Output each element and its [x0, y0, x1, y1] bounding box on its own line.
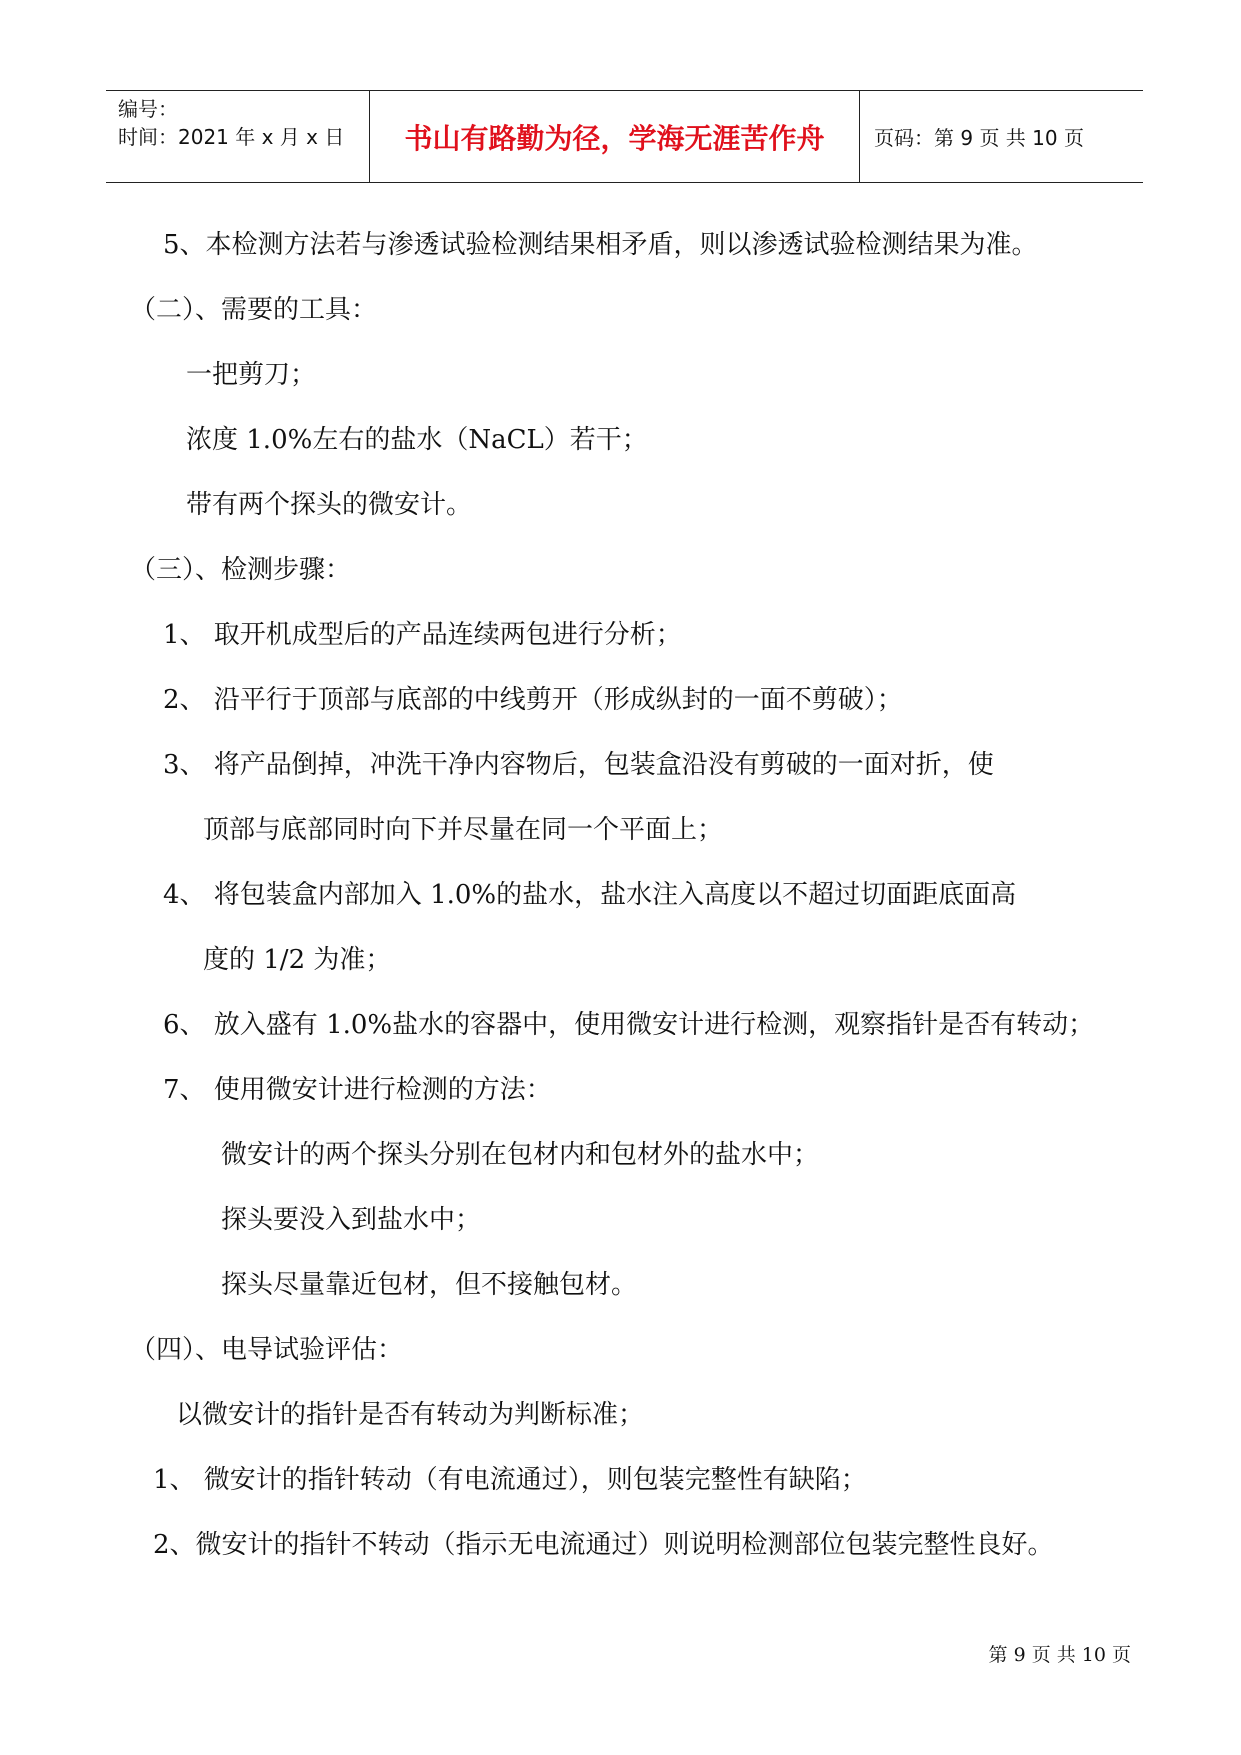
body-line: 以微安计的指针是否有转动为判断标准；: [176, 1400, 645, 1430]
step-item: 4、 将包装盒内部加入 1.0%的盐水，盐水注入高度以不超过切面距底面高: [163, 880, 1017, 910]
body-line: 浓度 1.0%左右的盐水（NaCL）若干；: [186, 425, 648, 455]
step-item: 1、 取开机成型后的产品连续两包进行分析；: [163, 620, 682, 650]
evaluation-item: 2、微安计的指针不转动（指示无电流通过）则说明检测部位包装完整性良好。: [153, 1530, 1054, 1560]
header-left-cell: [106, 91, 370, 182]
method-item: 探头要没入到盐水中；: [221, 1205, 482, 1235]
body-line: 带有两个探头的微安计。: [186, 490, 473, 520]
time-label: 时间：2021 年 x 月 x 日: [118, 125, 345, 149]
section-heading: （二）、需要的工具：: [130, 295, 378, 325]
step-continuation: 度的 1/2 为准；: [203, 945, 392, 975]
method-item: 微安计的两个探头分别在包材内和包材外的盐水中；: [221, 1140, 820, 1170]
page-footer: 第 9 页 共 10 页: [988, 1644, 1131, 1666]
method-item: 探头尽量靠近包材，但不接触包材。: [221, 1270, 638, 1300]
evaluation-item: 1、 微安计的指针转动（有电流通过），则包装完整性有缺陷；: [153, 1465, 867, 1495]
header-page-cell: [860, 91, 1143, 182]
step-item: 7、 使用微安计进行检测的方法：: [163, 1075, 552, 1105]
step-item: 6、 放入盛有 1.0%盐水的容器中，使用微安计进行检测，观察指针是否有转动；: [163, 1010, 1095, 1040]
section-heading: （四）、电导试验评估：: [130, 1335, 404, 1365]
section-heading: （三）、检测步骤：: [130, 555, 352, 585]
motto-text: 书山有路勤为径，学海无涯苦作舟: [404, 121, 825, 155]
header-motto-cell: [370, 91, 860, 182]
step-item: 2、 沿平行于顶部与底部的中线剪开（形成纵封的一面不剪破）；: [163, 685, 903, 715]
page-info: 页码：第 9 页 共 10 页: [874, 126, 1084, 150]
body-line: 一把剪刀；: [186, 360, 317, 390]
document-header: [106, 90, 1143, 183]
step-item: 3、 将产品倒掉，冲洗干净内容物后，包装盒沿没有剪破的一面对折，使: [163, 750, 994, 780]
body-line: 5、本检测方法若与渗透试验检测结果相矛盾，则以渗透试验检测结果为准。: [163, 230, 1038, 260]
number-label: 编号：: [118, 97, 178, 121]
step-continuation: 顶部与底部同时向下并尽量在同一个平面上；: [203, 815, 724, 845]
